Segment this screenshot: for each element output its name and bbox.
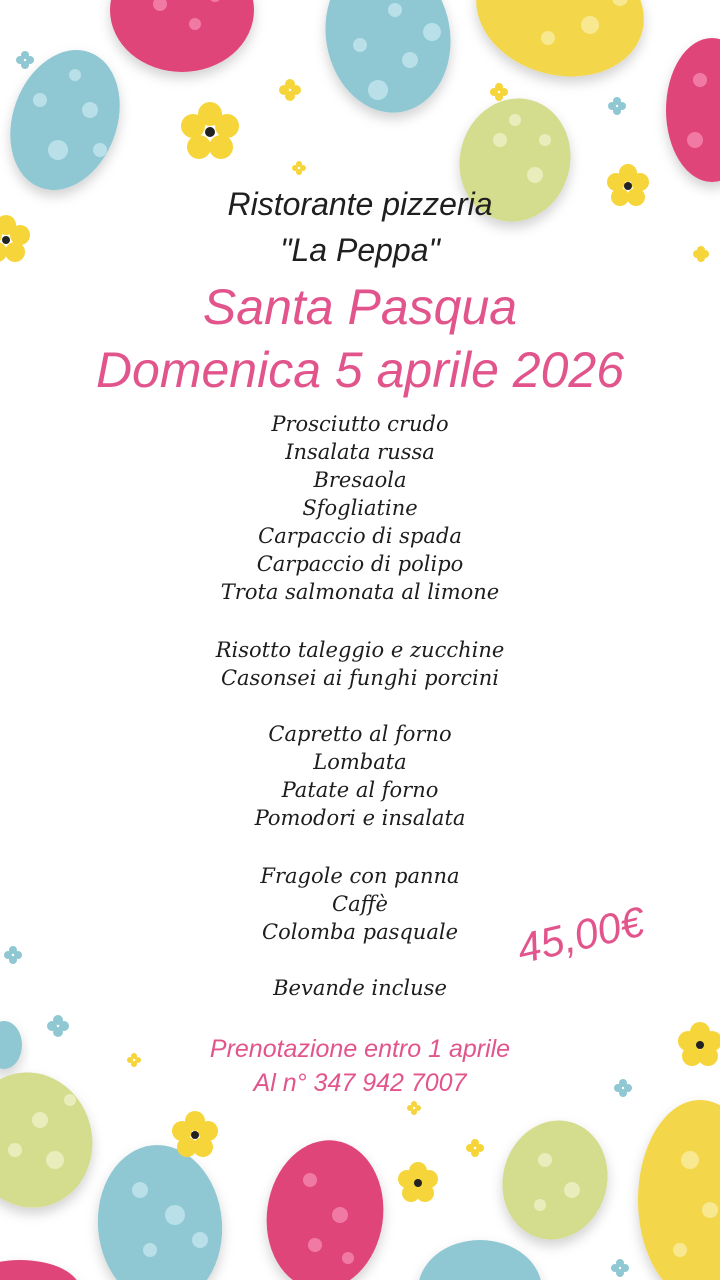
menu-item: Casonsei ai funghi porcini xyxy=(220,666,500,690)
event-date: Domenica 5 aprile 2026 xyxy=(95,342,625,398)
egg-pink-bottom-center xyxy=(257,1133,393,1280)
drinks-included: Bevande incluse xyxy=(273,976,447,1000)
menu-item: Carpaccio di polipo xyxy=(256,552,464,576)
flower-yellow-bottom-center xyxy=(398,1162,438,1202)
flower-yellow-bottom-left xyxy=(172,1111,218,1157)
egg-pink-bottom-left xyxy=(0,1260,80,1280)
menu-item: Risotto taleggio e zucchine xyxy=(215,638,505,662)
egg-pink-top xyxy=(110,0,254,72)
menu-item: Patate al forno xyxy=(281,778,439,802)
menu-item: Bresaola xyxy=(313,468,407,492)
egg-blue-bottom-center-left xyxy=(91,1140,228,1280)
menu-item: Prosciutto crudo xyxy=(271,412,449,436)
restaurant-name-line1: Ristorante pizzeria xyxy=(227,186,493,222)
menu-item: Colomba pasquale xyxy=(262,920,458,944)
menu-item: Lombata xyxy=(313,750,407,774)
egg-blue-bottom-center-right xyxy=(418,1240,542,1280)
flower-yellow-top-left xyxy=(181,102,239,159)
menu-item: Fragole con panna xyxy=(260,864,460,888)
egg-yellow-top-right xyxy=(461,0,659,95)
egg-pink-right xyxy=(666,38,720,182)
menu-item: Carpaccio di spada xyxy=(258,524,462,548)
menu-item: Pomodori e insalata xyxy=(254,806,466,830)
menu-price: 45,00€ xyxy=(512,897,649,973)
restaurant-name-line2: "La Peppa" xyxy=(280,232,440,268)
menu-item: Capretto al forno xyxy=(268,722,452,746)
booking-deadline: Prenotazione entro 1 aprile xyxy=(209,1035,511,1063)
menu-item: Sfogliatine xyxy=(302,496,418,520)
egg-yellow-bottom-right xyxy=(638,1100,720,1280)
booking-phone: Al n° 347 942 7007 xyxy=(253,1069,467,1097)
menu-item: Insalata russa xyxy=(285,440,435,464)
menu-item: Trota salmonata al limone xyxy=(220,580,500,604)
egg-green-bottom-right xyxy=(489,1109,621,1252)
egg-blue-top-center xyxy=(313,0,462,123)
event-title: Santa Pasqua xyxy=(202,279,518,335)
menu-item: Caffè xyxy=(332,892,388,916)
